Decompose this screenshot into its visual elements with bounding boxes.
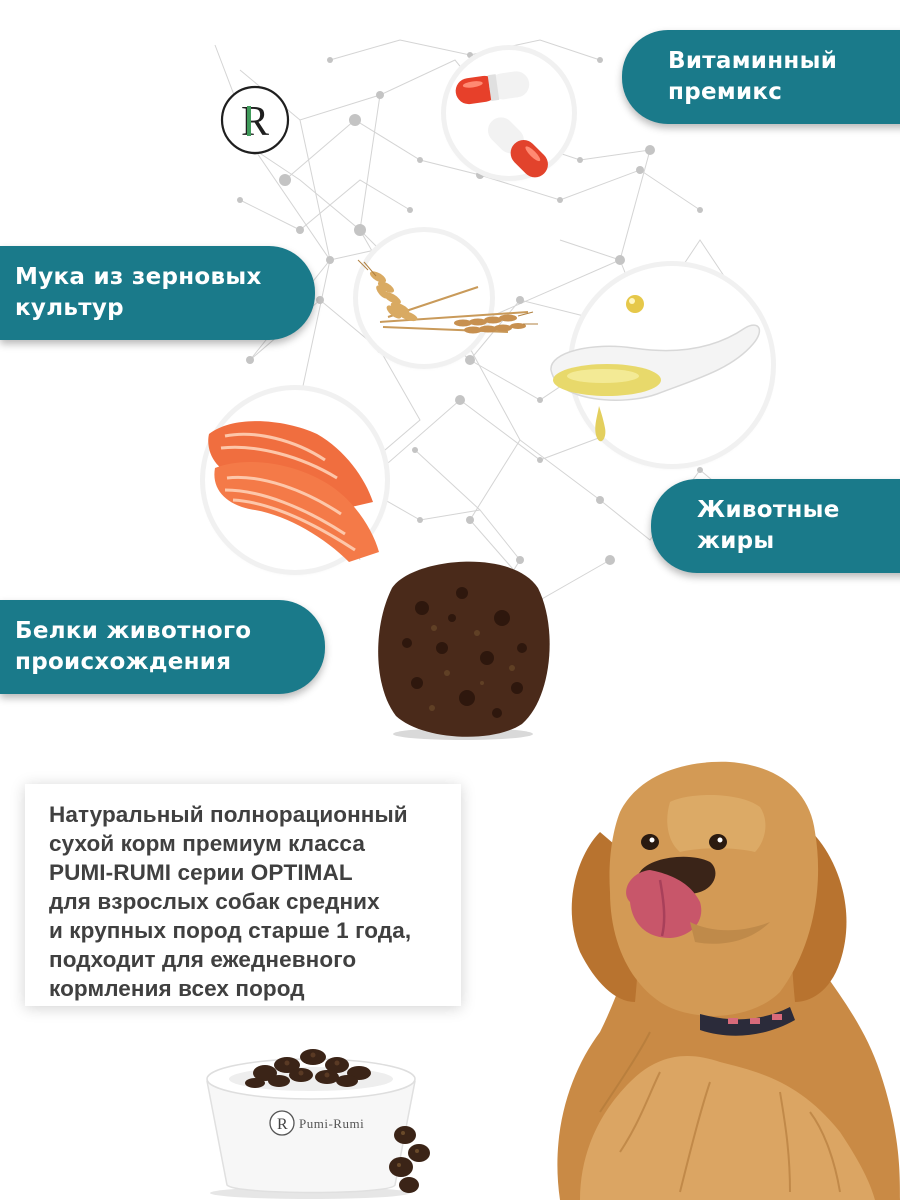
svg-text:R: R [241, 99, 270, 145]
callout-animal-fats [651, 479, 900, 573]
description-line: Натуральный полнорационный [49, 802, 408, 827]
description-line: подходит для ежедневного [49, 947, 357, 972]
callout-proteins-line-1: Белки животного [15, 618, 252, 644]
bowl-brand-label: Pumi-Rumi [299, 1116, 365, 1131]
callout-grain-flour [0, 246, 315, 340]
golden-retriever-image [540, 752, 900, 1200]
description-line: кормления всех пород [49, 976, 305, 1001]
salmon-fillet-image [205, 390, 385, 570]
callout-animal-proteins [0, 600, 325, 694]
brand-logo [219, 84, 291, 156]
dry-food-kibble-image [372, 548, 554, 740]
vitamin-capsules-image [446, 50, 572, 176]
callout-fats-line-2: жиры [697, 528, 775, 554]
wheat-ears-image [358, 232, 490, 364]
callout-flour-line-2: культур [15, 295, 124, 321]
product-description-card [25, 784, 461, 1006]
description-line: для взрослых собак средних [49, 889, 380, 914]
description-line: PUMI-RUMI серии OPTIMAL [49, 860, 353, 885]
callout-vitamin-line-2: премикс [668, 79, 783, 105]
callout-flour-line-1: Мука из зерновых [15, 264, 262, 290]
oil-spoon-image [573, 266, 771, 464]
bowl-logo-letter: R [277, 1116, 288, 1133]
callout-vitamin-line-1: Витаминный [668, 48, 838, 74]
callout-proteins-line-2: происхождения [15, 649, 232, 675]
description-line: и крупных пород старше 1 года, [49, 918, 412, 943]
description-line: сухой корм премиум класса [49, 831, 365, 856]
food-bowl-image [195, 1035, 445, 1200]
callout-fats-line-1: Животные [697, 497, 840, 523]
callout-vitamin-premix [622, 30, 900, 124]
